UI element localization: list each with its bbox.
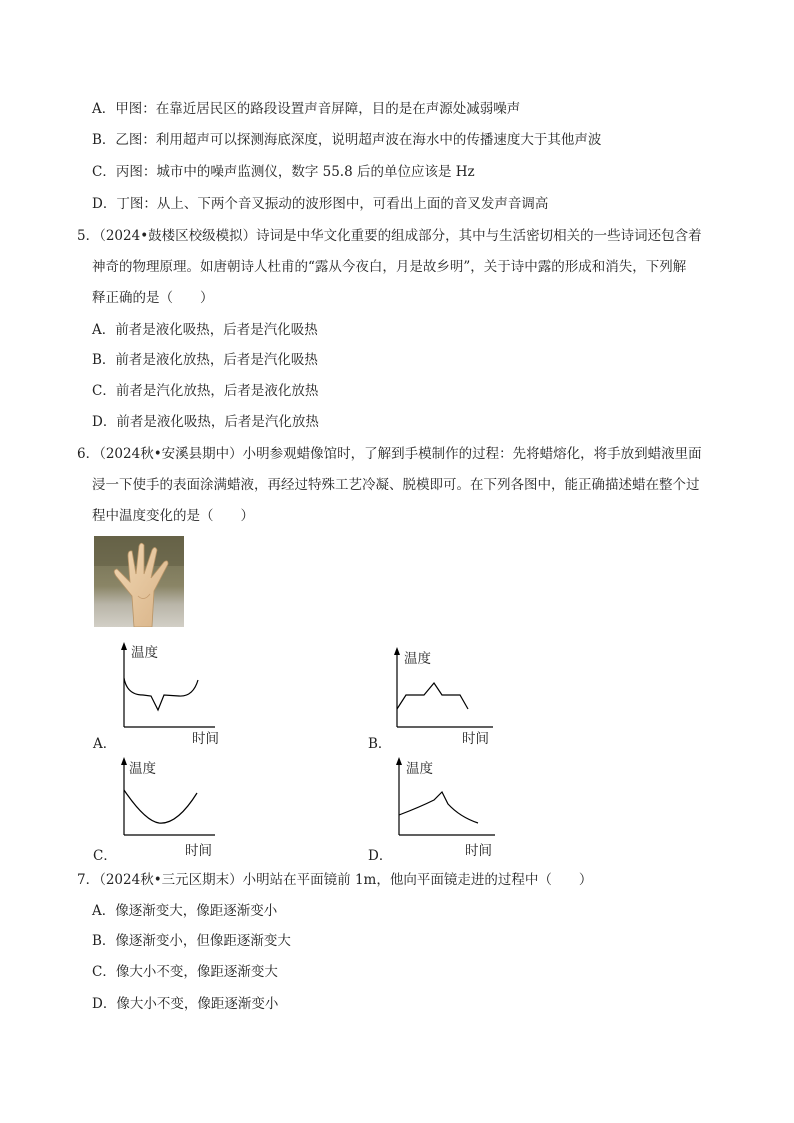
graph-d-label: D． <box>368 848 393 864</box>
graph-d-x-label: 时间 <box>465 843 492 859</box>
q7-stem-line1 <box>77 870 592 890</box>
graph-c-label: C． <box>93 848 117 864</box>
graph-c <box>115 757 230 839</box>
wax-hand-image <box>94 536 184 627</box>
q7-number: 7． <box>77 872 100 888</box>
y-axis-arrow <box>121 757 127 765</box>
wax-hand-photo <box>94 536 184 627</box>
q5-option-b: B．前者是液化放热，后者是汽化吸热 <box>92 352 318 368</box>
y-axis-label: 温度 <box>129 761 156 777</box>
q6-stem-line2: 浸一下使手的表面涂满蜡液，再经过特殊工艺冷凝、脱模即可。在下列各图中，能正确描述蜡在整个过 <box>92 477 700 493</box>
graph-d <box>390 757 505 839</box>
q5-stem-line3: 释正确的是（ ） <box>92 290 214 306</box>
graph-b-x-label: 时间 <box>462 731 489 747</box>
temperature-curve <box>124 678 198 710</box>
temperature-curve <box>399 792 478 823</box>
q6-number: 6． <box>77 446 100 462</box>
y-axis-arrow <box>396 757 402 765</box>
y-axis-label: 温度 <box>131 645 158 661</box>
q4-option-c: C．丙图：城市中的噪声监测仪，数字 55.8 后的单位应该是 Hz <box>92 164 475 180</box>
q5-option-d: D．前者是液化吸热，后者是汽化放热 <box>92 414 319 430</box>
q7-option-c: C．像大小不变，像距逐渐变大 <box>92 964 278 980</box>
graph-a-x-label: 时间 <box>192 731 219 747</box>
y-axis-label: 温度 <box>404 651 431 667</box>
temperature-curve <box>397 683 468 709</box>
q6-source: （2024秋•安溪县期中） <box>99 446 243 462</box>
q6-text: 小明参观蜡像馆时，了解到手模制作的过程：先将蜡熔化，将手放到蜡液里面 <box>242 446 702 462</box>
graph-b-label: B． <box>368 736 392 752</box>
q5-option-c: C．前者是汽化放热，后者是液化放热 <box>92 383 319 399</box>
q4-option-d: D．丁图：从上、下两个音叉振动的波形图中，可看出上面的音叉发声音调高 <box>92 196 549 212</box>
graph-c-x-label: 时间 <box>185 843 212 859</box>
q4-option-b: B．乙图：利用超声可以探测海底深度，说明超声波在海水中的传播速度大于其他声波 <box>92 132 602 148</box>
q4-option-a: A．甲图：在靠近居民区的路段设置声音屏障，目的是在声源处减弱噪声 <box>92 101 521 117</box>
y-axis-arrow <box>121 642 127 650</box>
q7-source: （2024秋•三元区期末） <box>99 872 243 888</box>
y-axis-label: 温度 <box>406 761 433 777</box>
q5-number: 5． <box>77 228 100 244</box>
y-axis-arrow <box>394 647 400 655</box>
q7-option-a: A．像逐渐变大，像距逐渐变小 <box>92 903 278 919</box>
q6-stem-line3: 程中温度变化的是（ ） <box>92 508 254 524</box>
graph-b <box>388 647 503 743</box>
q5-option-a: A．前者是液化吸热，后者是汽化吸热 <box>92 322 318 338</box>
q5-stem-line2: 神奇的物理原理。如唐朝诗人杜甫的“露从今夜白，月是故乡明”，关于诗中露的形成和消失，下列解 <box>92 259 687 275</box>
q5-stem-line1 <box>77 226 702 246</box>
q7-option-b: B．像逐渐变小，但像距逐渐变大 <box>92 933 291 949</box>
graph-a-label: A． <box>93 736 117 752</box>
q7-text: 小明站在平面镜前 1m，他向平面镜走进的过程中（ ） <box>242 872 593 888</box>
q5-source: （2024•鼓楼区校级模拟） <box>99 228 257 244</box>
q7-option-d: D．像大小不变，像距逐渐变小 <box>92 996 279 1012</box>
temperature-curve <box>124 790 197 823</box>
q6-stem-line1 <box>77 444 702 464</box>
q5-text: 诗词是中华文化重要的组成部分，其中与生活密切相关的一些诗词还包含着 <box>256 228 702 244</box>
